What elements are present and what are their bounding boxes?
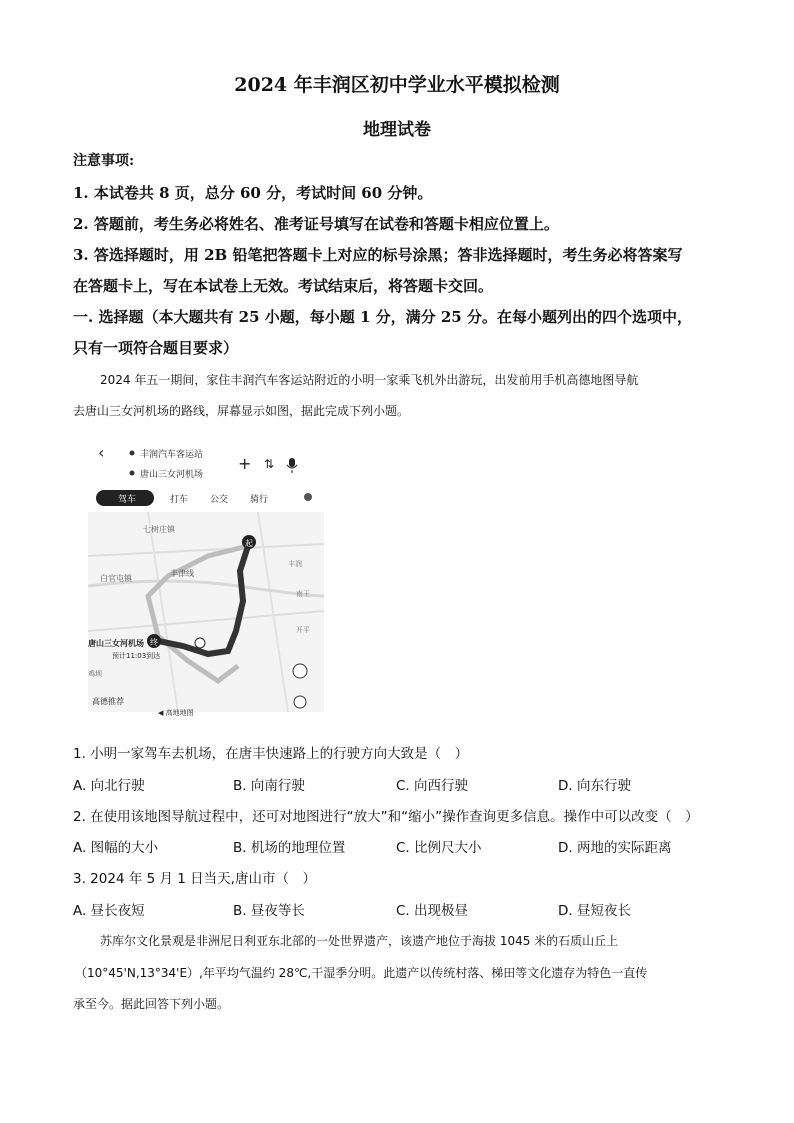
notice-item-1: 1. 本试卷共 8 页，总分 60 分，考试时间 60 分钟。 bbox=[73, 184, 433, 202]
q1-option-d[interactable]: D. 向东行驶 bbox=[558, 778, 631, 794]
q3-option-c[interactable]: C. 出现极昼 bbox=[396, 903, 469, 919]
locate-icon bbox=[294, 696, 306, 708]
recommend-label: 高德推荐 bbox=[92, 697, 124, 706]
section-heading-line1: 一. 选择题（本大题共有 25 小题，每小题 1 分，满分 25 分。在每小题列出的四个选项中， bbox=[73, 308, 692, 326]
passage2-line2: （10°45'N,13°34'E）,年平均气温约 28℃,干湿季分明。此遗产以传统村落、梯田等文化遗存为特色一直传 bbox=[75, 966, 648, 980]
passage1-line1: 2024 年五一期间，家住丰润汽车客运站附近的小明一家乘飞机外出游玩，出发前用手机高德地图导航 bbox=[100, 373, 639, 387]
origin-dot bbox=[130, 451, 135, 456]
q2-option-b[interactable]: B. 机场的地理位置 bbox=[233, 840, 346, 856]
q3-option-b[interactable]: B. 昼夜等长 bbox=[233, 903, 305, 919]
location-pin-icon bbox=[304, 493, 312, 501]
mode-label-bike: 骑行 bbox=[250, 495, 269, 505]
map-button-label: ◀ 高地地图 bbox=[158, 709, 194, 717]
map-label-place2: 白官屯镇 bbox=[100, 574, 132, 583]
svg-text:起: 起 bbox=[245, 539, 253, 548]
add-icon: + bbox=[238, 454, 252, 473]
passage2-line3: 承至今。据此回答下列小题。 bbox=[73, 997, 230, 1011]
destination-label: 唐山三女河机场 bbox=[140, 470, 204, 480]
notice-item-3: 3. 答选择题时，用 2B 铅笔把答题卡上对应的标号涂黑；答非选择题时，考生务必将答案写 bbox=[73, 246, 683, 264]
swap-icon: ⇅ bbox=[264, 457, 275, 471]
passage1-line2: 去唐山三女河机场的路线，屏幕显示如图，据此完成下列小题。 bbox=[73, 404, 410, 418]
q2-option-c[interactable]: C. 比例尺大小 bbox=[396, 840, 482, 856]
destination-dot bbox=[130, 471, 135, 476]
q1-option-a[interactable]: A. 向北行驶 bbox=[73, 778, 145, 794]
back-icon: ‹ bbox=[98, 443, 105, 462]
refresh-icon bbox=[293, 664, 307, 678]
origin-label: 丰润汽车客运站 bbox=[140, 450, 204, 460]
map-label-place1: 七树庄镇 bbox=[143, 525, 175, 534]
map-label-airport: 唐山三女河机场 bbox=[88, 639, 144, 648]
exam-subtitle: 地理试卷 bbox=[363, 120, 431, 140]
mic-icon bbox=[287, 458, 297, 473]
mode-label-bus: 公交 bbox=[210, 495, 229, 505]
map-label-right2: 南王 bbox=[296, 590, 310, 598]
q2-option-d[interactable]: D. 两地的实际距离 bbox=[558, 840, 672, 856]
notice-heading: 注意事项: bbox=[73, 153, 135, 169]
passage2-line1: 苏库尔文化景观是非洲尼日利亚东北部的一处世界遗产，该遗产地位于海拔 1045 米的石质山丘上 bbox=[100, 934, 619, 948]
section-heading-line2: 只有一项符合题目要求） bbox=[73, 339, 239, 357]
toll-icon bbox=[195, 638, 205, 648]
question-1-stem: 1. 小明一家驾车去机场，在唐丰快速路上的行驶方向大致是（ ） bbox=[73, 746, 469, 762]
map-label-road: 丰津线 bbox=[170, 569, 194, 578]
q3-option-d[interactable]: D. 昼短夜长 bbox=[558, 903, 631, 919]
q1-option-b[interactable]: B. 向南行驶 bbox=[233, 778, 305, 794]
mode-label-drive: 驾车 bbox=[118, 495, 137, 505]
map-canvas bbox=[88, 512, 324, 712]
navigation-map-figure bbox=[88, 436, 324, 722]
question-3-stem: 3. 2024 年 5 月 1 日当天,唐山市（ ） bbox=[73, 871, 316, 887]
q2-option-a[interactable]: A. 图幅的大小 bbox=[73, 840, 159, 856]
map-label-eta: 预计11:03到达 bbox=[112, 652, 161, 660]
map-label-right1: 丰润 bbox=[288, 560, 302, 568]
notice-item-2: 2. 答题前，考生务必将姓名、准考证号填写在试卷和答题卡相应位置上。 bbox=[73, 215, 559, 233]
question-2-stem: 2. 在使用该地图导航过程中，还可对地图进行“放大”和“缩小”操作查询更多信息。操作中可以改变（ ） bbox=[73, 809, 699, 825]
map-label-right3: 开平 bbox=[296, 626, 310, 634]
q3-option-a[interactable]: A. 昼长夜短 bbox=[73, 903, 145, 919]
svg-text:终: 终 bbox=[150, 638, 158, 647]
exam-title: 2024 年丰润区初中学业水平模拟检测 bbox=[234, 74, 560, 96]
mode-label-taxi: 打车 bbox=[170, 495, 189, 505]
q1-option-c[interactable]: C. 向西行驶 bbox=[396, 778, 469, 794]
map-label-bottom-left: 鸡坝 bbox=[88, 670, 102, 678]
notice-item-3-cont: 在答题卡上，写在本试卷上无效。考试结束后，将答题卡交回。 bbox=[73, 277, 494, 295]
